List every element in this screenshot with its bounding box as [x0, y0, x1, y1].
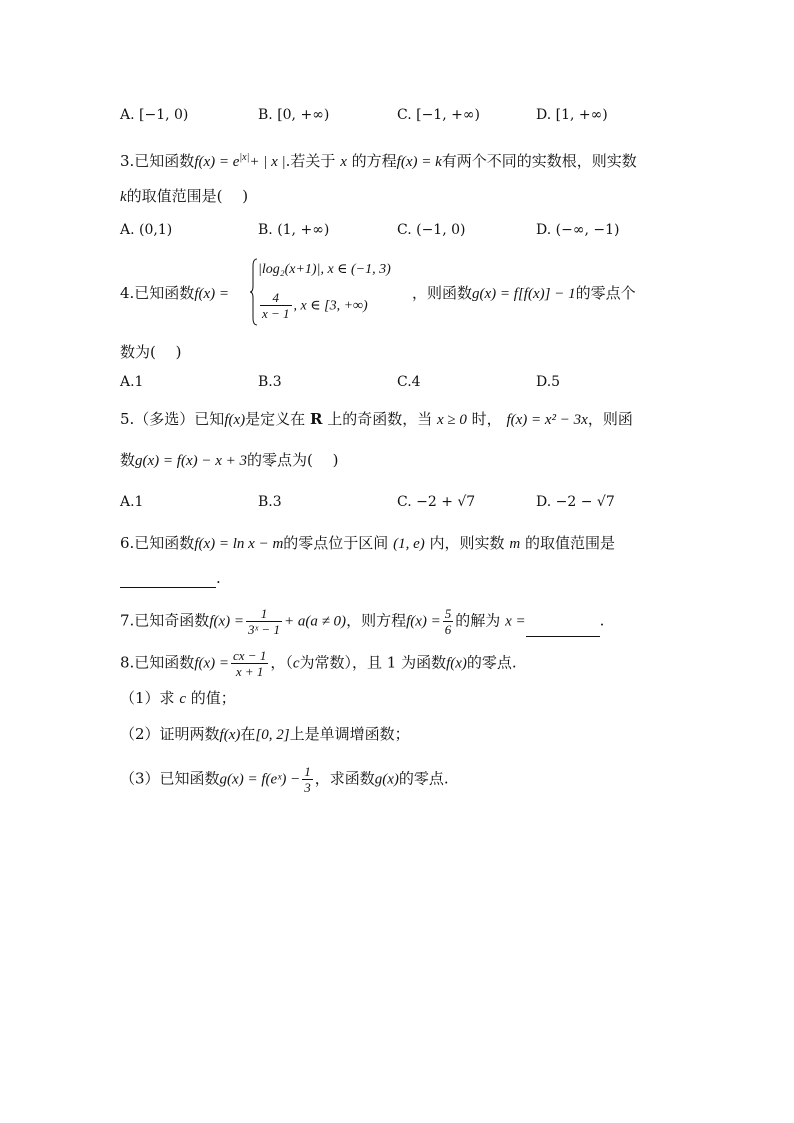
q3-line2: k的取值范围是( ) — [120, 187, 249, 205]
q6-answer-line: . — [120, 568, 221, 588]
q4-line1-left: 4.已知函数f(x) = — [120, 284, 229, 302]
q4-piece-1: |log₂(x+1)|, x ∈ (−1, 3) — [258, 262, 391, 277]
q7-answer-blank — [526, 618, 600, 637]
q5-line1: 5.（多选）已知f(x)是定义在 R 上的奇函数，当 x ≥ 0 时， f(x) = x² − 3x，则函 — [120, 410, 633, 428]
q3-option-c: C. (−1, 0) — [397, 222, 466, 238]
q2-option-d: D. [1, +∞) — [536, 107, 608, 123]
q3-option-a: A. (0,1) — [120, 222, 173, 238]
q2-option-c: C. [−1, +∞) — [397, 107, 480, 123]
q4-line2: 数为( ) — [120, 343, 182, 361]
q6-line1: 6.已知函数f(x) = ln x − m的零点位于区间 (1, e) 内，则实数 m 的取值范围是 — [120, 534, 615, 552]
q4-option-b: B.3 — [258, 374, 282, 390]
q4-option-c: C.4 — [397, 374, 421, 390]
q8-part3: （3）已知函数g(x) = f(eˣ) − $\frac{1}{3}$ ，求函数g(x)的零点. — [120, 764, 449, 795]
q8-part2: （2）证明两数f(x)在[0, 2]上是单调增函数； — [120, 725, 410, 743]
q2-option-b: B. [0, +∞) — [258, 107, 330, 123]
q5-option-b: B.3 — [258, 494, 282, 510]
q4-option-a: A.1 — [120, 374, 144, 390]
q8-part1: （1）求 c 的值； — [120, 689, 236, 707]
q5-option-c: C. −2 + √7 — [397, 494, 476, 510]
q4-line1-right: ，则函数g(x) = f[f(x)] − 1的零点个 — [412, 284, 636, 302]
piecewise-brace — [250, 258, 258, 326]
q3-line1: 3.已知函数$f(x) = e^{|x|}+$ | x |.若关于 x 的方程f(x) = k有两个不同的实数根，则实数 — [120, 152, 637, 170]
q3-option-b: B. (1, +∞) — [258, 222, 330, 238]
q6-answer-blank — [120, 569, 216, 588]
q5-option-a: A.1 — [120, 494, 144, 510]
q5-line2: 数g(x) = f(x) − x + 3的零点为( ) — [120, 451, 339, 469]
q3-option-d: D. (−∞, −1) — [536, 222, 620, 238]
q2-option-a: A. [−1, 0) — [120, 107, 189, 123]
q8-line1: 8.已知函数f(x) = $\frac{cx - 1}{x + 1}$ ，（c为常数），且 1 为函数f(x)的零点. — [120, 648, 517, 679]
q4-option-d: D.5 — [536, 374, 561, 390]
q4-piece-2: $\frac{4}{x - 1}$ , x ∈ [3, +∞) — [262, 290, 368, 321]
q7-line1: 7.已知奇函数f(x) = $\frac{1}{\text{3ˣ − 1}}$ + a(a ≠ 0)，则方程f(x) = $\frac{5}{6}$ 的解为 x = . — [120, 606, 605, 637]
q5-option-d: D. −2 − √7 — [536, 494, 615, 510]
